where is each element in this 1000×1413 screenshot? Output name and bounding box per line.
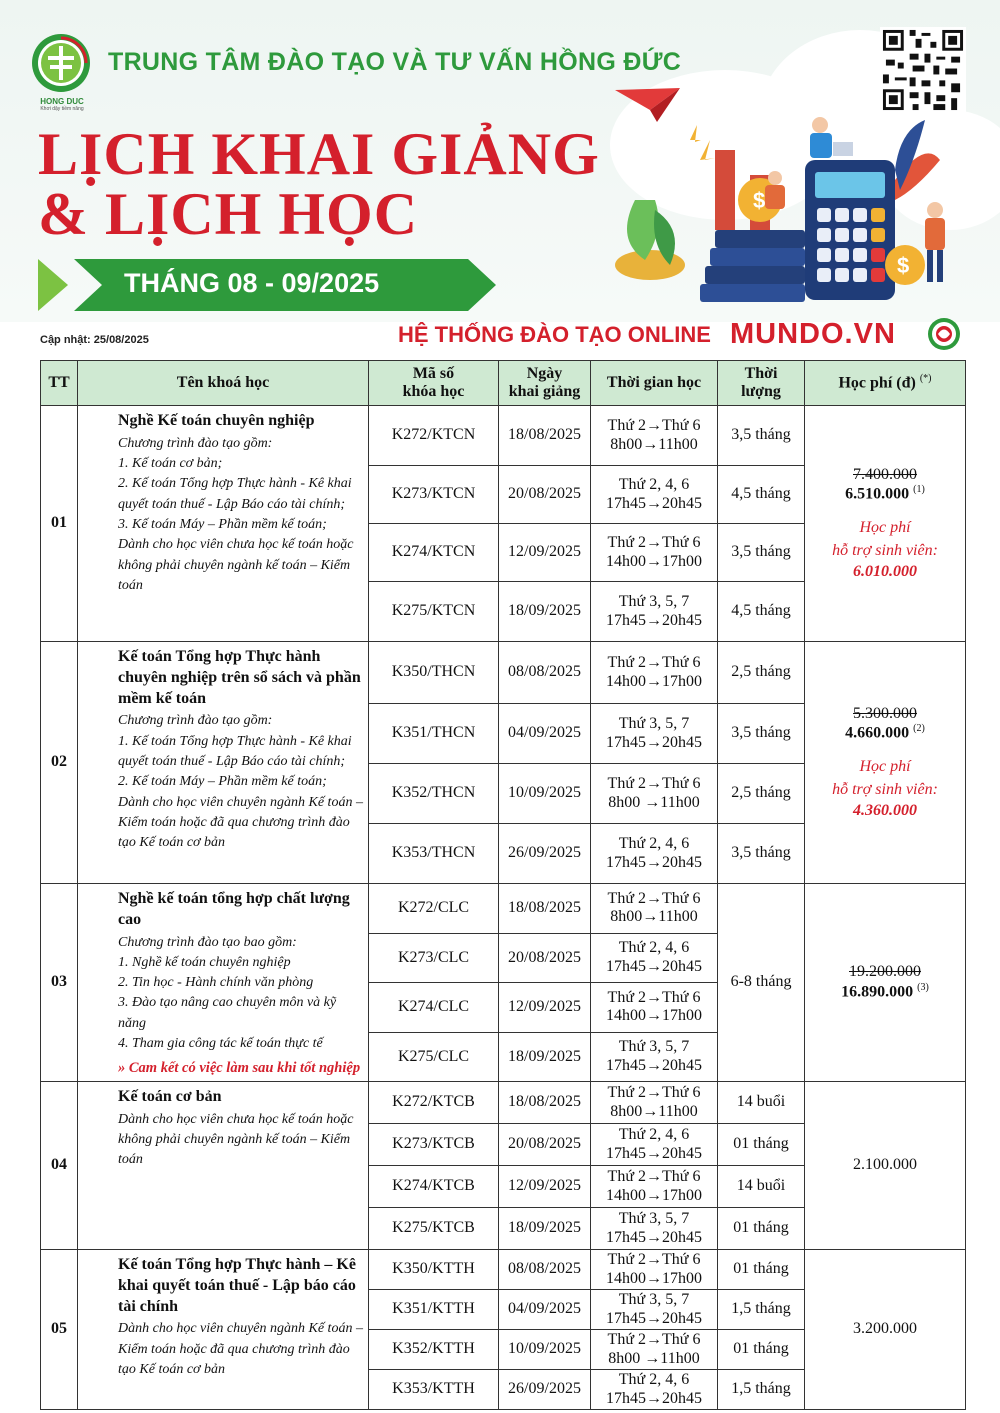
course-code: K272/KTCN bbox=[369, 406, 499, 466]
study-days: Thứ 3, 5, 7 bbox=[618, 1210, 690, 1228]
study-time bbox=[591, 704, 718, 764]
course-code: K272/KTCB bbox=[369, 1082, 499, 1124]
course-code: K351/THCN bbox=[369, 704, 499, 764]
course-code: K273/CLC bbox=[369, 933, 499, 983]
table-header-row bbox=[41, 361, 966, 406]
study-days: Thứ 2, 4, 6 bbox=[618, 835, 690, 853]
schedule-table-body bbox=[41, 406, 966, 1410]
course-duration: 01 tháng bbox=[718, 1208, 805, 1250]
study-time bbox=[591, 1370, 718, 1410]
course-duration: 3,5 tháng bbox=[718, 824, 805, 884]
course-code: K350/THCN bbox=[369, 642, 499, 704]
course-code: K275/KTCB bbox=[369, 1208, 499, 1250]
study-time bbox=[591, 466, 718, 524]
course-code: K273/KTCN bbox=[369, 466, 499, 524]
start-date: 12/09/2025 bbox=[499, 524, 591, 582]
course-name: Kế toán cơ bản bbox=[118, 1088, 222, 1106]
fee-discounted-value: 6.510.000 bbox=[845, 485, 910, 503]
course-fee-cell bbox=[805, 406, 966, 642]
course-duration: 1,5 tháng bbox=[718, 1370, 805, 1410]
study-time bbox=[591, 1330, 718, 1370]
course-code: K274/CLC bbox=[369, 983, 499, 1033]
header-date bbox=[499, 361, 591, 406]
study-hours: 8h00→11h00 bbox=[610, 1102, 698, 1120]
student-fee: 6.010.000 bbox=[853, 562, 917, 580]
course-number: 04 bbox=[41, 1082, 78, 1250]
fee-footnote: (1) bbox=[913, 484, 925, 496]
course-duration: 01 tháng bbox=[718, 1250, 805, 1290]
study-days: Thứ 2, 4, 6 bbox=[618, 476, 690, 494]
header-tt: TT bbox=[41, 361, 78, 406]
study-hours: 17h45→20h45 bbox=[606, 957, 702, 975]
study-hours: 14h00→17h00 bbox=[606, 1186, 702, 1204]
course-description bbox=[118, 434, 364, 596]
course-code: K350/KTTH bbox=[369, 1250, 499, 1290]
header-fee bbox=[805, 361, 966, 406]
course-number: 05 bbox=[41, 1250, 78, 1410]
study-hours: 14h00→17h00 bbox=[606, 1007, 702, 1025]
study-time bbox=[591, 824, 718, 884]
start-date: 08/08/2025 bbox=[499, 1250, 591, 1290]
course-fee-cell bbox=[805, 642, 966, 884]
updated-date: Cập nhật: 25/08/2025 bbox=[40, 334, 149, 346]
study-days: Thứ 2→Thứ 6 bbox=[607, 1251, 701, 1269]
course-name: Kế toán Tổng hợp Thực hành – Kê khai quyết toán thuế - Lập báo cáo tài chính bbox=[118, 1256, 356, 1315]
course-code: K352/KTTH bbox=[369, 1330, 499, 1370]
start-date: 12/09/2025 bbox=[499, 1166, 591, 1208]
course-code: K353/KTTH bbox=[369, 1370, 499, 1410]
course-code: K273/KTCB bbox=[369, 1124, 499, 1166]
course-name: Kế toán Tổng hợp Thực hành chuyên nghiệp trên sổ sách và phần mềm kế toán bbox=[118, 648, 361, 707]
study-hours: 17h45→20h45 bbox=[606, 494, 702, 512]
start-date: 18/08/2025 bbox=[499, 884, 591, 934]
course-description bbox=[118, 1110, 364, 1171]
study-time bbox=[591, 524, 718, 582]
study-hours: 8h00 →11h00 bbox=[608, 793, 700, 811]
course-duration: 3,5 tháng bbox=[718, 406, 805, 466]
fee-original: 7.400.000 bbox=[853, 466, 917, 484]
course-code: K351/KTTH bbox=[369, 1290, 499, 1330]
online-system-label: HỆ THỐNG ĐÀO TẠO ONLINE bbox=[398, 322, 711, 347]
study-hours: 17h45→20h45 bbox=[606, 733, 702, 751]
course-description-line: 4. Tham gia công tác kế toán thực tế bbox=[118, 1036, 323, 1052]
fee-discounted-value: 16.890.000 bbox=[841, 983, 914, 1001]
header-fee-label: Học phí (đ) bbox=[838, 374, 916, 392]
course-description-line: Dành cho học viên chuyên ngành Kế toán – Kiểm toán hoặc đã qua chương trình đào tạo Kế toán cơ bản bbox=[118, 1321, 363, 1378]
course-name: Nghề kế toán tổng hợp chất lượng cao bbox=[118, 890, 350, 928]
course-description-line: 2. Kế toán Tổng hợp Thực hành - Kê khai quyết toán thuế - Lập Báo cáo tài chính; bbox=[118, 476, 352, 512]
study-hours: 8h00→11h00 bbox=[610, 435, 698, 453]
hong-duc-logo-icon bbox=[30, 32, 92, 94]
fee-original: 5.300.000 bbox=[853, 705, 917, 723]
course-description-line: 3. Đào tạo nâng cao chuyên môn và kỹ năng bbox=[118, 995, 337, 1031]
study-time bbox=[591, 582, 718, 642]
study-days: Thứ 2→Thứ 6 bbox=[607, 889, 701, 907]
study-hours: 8h00 →11h00 bbox=[608, 1349, 700, 1367]
start-date: 18/08/2025 bbox=[499, 1082, 591, 1124]
study-time bbox=[591, 1290, 718, 1330]
header-date-l2: khai giảng bbox=[508, 383, 581, 400]
course-duration: 3,5 tháng bbox=[718, 704, 805, 764]
study-days: Thứ 3, 5, 7 bbox=[618, 1038, 690, 1056]
mundo-logo-icon bbox=[927, 317, 961, 351]
study-time bbox=[591, 406, 718, 466]
start-date: 12/09/2025 bbox=[499, 983, 591, 1033]
svg-text:$: $ bbox=[753, 188, 766, 213]
fee-discounted bbox=[807, 723, 963, 743]
course-number: 03 bbox=[41, 884, 78, 1082]
course-code: K353/THCN bbox=[369, 824, 499, 884]
study-days: Thứ 2→Thứ 6 bbox=[607, 534, 701, 552]
study-time bbox=[591, 642, 718, 704]
course-code: K352/THCN bbox=[369, 764, 499, 824]
fee-discounted-value: 4.660.000 bbox=[845, 724, 910, 742]
fee-value: 2.100.000 bbox=[853, 1156, 917, 1174]
course-duration: 4,5 tháng bbox=[718, 582, 805, 642]
study-hours: 14h00→17h00 bbox=[606, 672, 702, 690]
student-fee-label-l1: Học phí bbox=[859, 758, 911, 776]
course-description-line: 1. Nghề kế toán chuyên nghiệp bbox=[118, 954, 291, 970]
study-days: Thứ 3, 5, 7 bbox=[618, 1291, 690, 1309]
course-code: K275/CLC bbox=[369, 1032, 499, 1082]
course-duration: 01 tháng bbox=[718, 1124, 805, 1166]
course-description-line: 3. Kế toán Máy – Phần mềm kế toán; bbox=[118, 516, 327, 532]
fee-footnote: (3) bbox=[917, 981, 929, 993]
table-row bbox=[41, 884, 966, 934]
study-days: Thứ 3, 5, 7 bbox=[618, 593, 690, 611]
poster-header bbox=[0, 0, 1000, 322]
study-time bbox=[591, 1124, 718, 1166]
study-time bbox=[591, 1082, 718, 1124]
table-row bbox=[41, 642, 966, 704]
course-description-line: 2. Tin học - Hành chính văn phòng bbox=[118, 975, 314, 991]
student-fee-label-l1: Học phí bbox=[859, 519, 911, 537]
job-commitment-note: » Cam kết có việc làm sau khi tốt nghiệp bbox=[118, 1060, 361, 1077]
month-label: THÁNG 08 - 09/2025 bbox=[124, 268, 380, 298]
course-duration: 14 buổi bbox=[718, 1166, 805, 1208]
study-hours: 17h45→20h45 bbox=[606, 1056, 702, 1074]
course-name: Nghề Kế toán chuyên nghiệp bbox=[118, 412, 315, 429]
study-time bbox=[591, 933, 718, 983]
fee-value: 3.200.000 bbox=[853, 1320, 917, 1338]
study-hours: 17h45→20h45 bbox=[606, 1309, 702, 1327]
course-duration: 14 buổi bbox=[718, 1082, 805, 1124]
study-hours: 14h00→17h00 bbox=[606, 552, 702, 570]
student-fee-label bbox=[807, 755, 963, 801]
student-fee-label-l2: hỗ trợ sinh viên: bbox=[832, 781, 938, 799]
page-title-line1: LỊCH KHAI GIẢNG bbox=[38, 121, 600, 187]
course-duration: 6-8 tháng bbox=[718, 884, 805, 1082]
course-code: K274/KTCB bbox=[369, 1166, 499, 1208]
finance-illustration-icon bbox=[595, 80, 975, 310]
start-date: 20/08/2025 bbox=[499, 466, 591, 524]
course-number: 01 bbox=[41, 406, 78, 642]
start-date: 04/09/2025 bbox=[499, 1290, 591, 1330]
course-info-cell bbox=[78, 884, 369, 1082]
start-date: 10/09/2025 bbox=[499, 1330, 591, 1370]
course-fee-cell bbox=[805, 1250, 966, 1410]
student-fee: 4.360.000 bbox=[853, 801, 917, 819]
study-time bbox=[591, 1250, 718, 1290]
course-description-line: 2. Kế toán Máy – Phần mềm kế toán; bbox=[118, 774, 327, 790]
course-duration: 3,5 tháng bbox=[718, 524, 805, 582]
start-date: 04/09/2025 bbox=[499, 704, 591, 764]
organization-name: TRUNG TÂM ĐÀO TẠO VÀ TƯ VẤN HỒNG ĐỨC bbox=[108, 48, 682, 76]
study-hours: 17h45→20h45 bbox=[606, 853, 702, 871]
study-time bbox=[591, 983, 718, 1033]
mundo-brand-link[interactable]: MUNDO.VN bbox=[730, 318, 896, 350]
course-info-cell bbox=[78, 1082, 369, 1250]
study-days: Thứ 2→Thứ 6 bbox=[607, 654, 701, 672]
start-date: 18/08/2025 bbox=[499, 406, 591, 466]
study-days: Thứ 2→Thứ 6 bbox=[607, 988, 701, 1006]
logo-name: HONG DUC bbox=[40, 97, 84, 106]
study-time bbox=[591, 1208, 718, 1250]
study-hours: 17h45→20h45 bbox=[606, 611, 702, 629]
start-date: 18/09/2025 bbox=[499, 582, 591, 642]
schedule-table bbox=[40, 360, 966, 1410]
course-info-cell bbox=[78, 642, 369, 884]
study-hours: 17h45→20h45 bbox=[606, 1389, 702, 1407]
study-days: Thứ 2, 4, 6 bbox=[618, 1126, 690, 1144]
course-description-line: Chương trình đào tạo gồm: bbox=[118, 713, 273, 729]
study-days: Thứ 2→Thứ 6 bbox=[607, 1084, 701, 1102]
course-description-line: Chương trình đào tạo bao gồm: bbox=[118, 934, 297, 950]
course-info-cell bbox=[78, 1250, 369, 1410]
table-row bbox=[41, 406, 966, 466]
header-date-l1: Ngày bbox=[526, 364, 563, 382]
course-duration: 1,5 tháng bbox=[718, 1290, 805, 1330]
course-description-line: 1. Kế toán Tổng hợp Thực hành - Kê khai quyết toán thuế - Lập Báo cáo tài chính; bbox=[118, 733, 352, 769]
start-date: 18/09/2025 bbox=[499, 1032, 591, 1082]
study-time bbox=[591, 884, 718, 934]
course-code: K275/KTCN bbox=[369, 582, 499, 642]
study-hours: 17h45→20h45 bbox=[606, 1144, 702, 1162]
course-duration: 4,5 tháng bbox=[718, 466, 805, 524]
course-description bbox=[118, 933, 364, 1055]
fee-discounted bbox=[807, 982, 963, 1002]
course-duration: 2,5 tháng bbox=[718, 764, 805, 824]
start-date: 10/09/2025 bbox=[499, 764, 591, 824]
study-days: Thứ 2→Thứ 6 bbox=[607, 775, 701, 793]
study-days: Thứ 3, 5, 7 bbox=[618, 715, 690, 733]
start-date: 20/08/2025 bbox=[499, 1124, 591, 1166]
page-title-line2: & LỊCH HỌC bbox=[38, 181, 419, 247]
header-fee-note: (*) bbox=[919, 373, 932, 385]
course-number: 02 bbox=[41, 642, 78, 884]
study-days: Thứ 2→Thứ 6 bbox=[607, 1331, 701, 1349]
study-time bbox=[591, 1032, 718, 1082]
course-description bbox=[118, 1319, 364, 1380]
fee-footnote: (2) bbox=[913, 723, 925, 735]
header-code bbox=[369, 361, 499, 406]
course-duration: 2,5 tháng bbox=[718, 642, 805, 704]
header-duration-l1: Thời bbox=[744, 364, 778, 382]
fee-original: 19.200.000 bbox=[849, 963, 921, 981]
course-duration: 01 tháng bbox=[718, 1330, 805, 1370]
course-description-line: 1. Kế toán cơ bản; bbox=[118, 456, 223, 472]
logo-tagline: Khơi dậy tiềm năng bbox=[40, 106, 84, 112]
course-info-cell bbox=[78, 406, 369, 642]
start-date: 26/09/2025 bbox=[499, 824, 591, 884]
course-fee-cell bbox=[805, 884, 966, 1082]
course-description-line: Dành cho học viên chưa học kế toán hoặc không phải chuyên ngành kế toán – Kiểm toán bbox=[118, 537, 354, 593]
course-fee-cell bbox=[805, 1082, 966, 1250]
start-date: 26/09/2025 bbox=[499, 1370, 591, 1410]
header-course: Tên khoá học bbox=[78, 361, 369, 406]
header-schedule: Thời gian học bbox=[591, 361, 718, 406]
study-hours: 8h00→11h00 bbox=[610, 908, 698, 926]
course-description bbox=[118, 711, 364, 853]
study-days: Thứ 2→Thứ 6 bbox=[607, 1168, 701, 1186]
header-code-l1: Mã số bbox=[412, 364, 455, 382]
course-code: K272/CLC bbox=[369, 884, 499, 934]
study-hours: 17h45→20h45 bbox=[606, 1228, 702, 1246]
course-description-line: Dành cho học viên chưa học kế toán hoặc không phải chuyên ngành kế toán – Kiểm toán bbox=[118, 1111, 354, 1168]
student-fee-label-l2: hỗ trợ sinh viên: bbox=[832, 542, 938, 560]
study-time bbox=[591, 764, 718, 824]
svg-text:$: $ bbox=[897, 253, 910, 278]
fee-discounted bbox=[807, 484, 963, 504]
header-duration-l2: lượng bbox=[741, 383, 781, 400]
header-duration bbox=[718, 361, 805, 406]
table-row bbox=[41, 1082, 966, 1124]
course-description-line: Dành cho học viên chuyên ngành Kế toán – Kiểm toán hoặc đã qua chương trình đào tạo Kế toán cơ bản bbox=[118, 794, 363, 851]
header-code-l2: khóa học bbox=[402, 383, 465, 400]
course-code: K274/KTCN bbox=[369, 524, 499, 582]
start-date: 20/08/2025 bbox=[499, 933, 591, 983]
student-fee-label bbox=[807, 516, 963, 562]
study-hours: 14h00→17h00 bbox=[606, 1269, 702, 1287]
study-days: Thứ 2, 4, 6 bbox=[618, 939, 690, 957]
table-row bbox=[41, 1250, 966, 1290]
start-date: 08/08/2025 bbox=[499, 642, 591, 704]
study-time bbox=[591, 1166, 718, 1208]
study-days: Thứ 2, 4, 6 bbox=[618, 1371, 690, 1389]
course-description-line: Chương trình đào tạo gồm: bbox=[118, 435, 273, 451]
study-days: Thứ 2→Thứ 6 bbox=[607, 417, 701, 435]
start-date: 18/09/2025 bbox=[499, 1208, 591, 1250]
